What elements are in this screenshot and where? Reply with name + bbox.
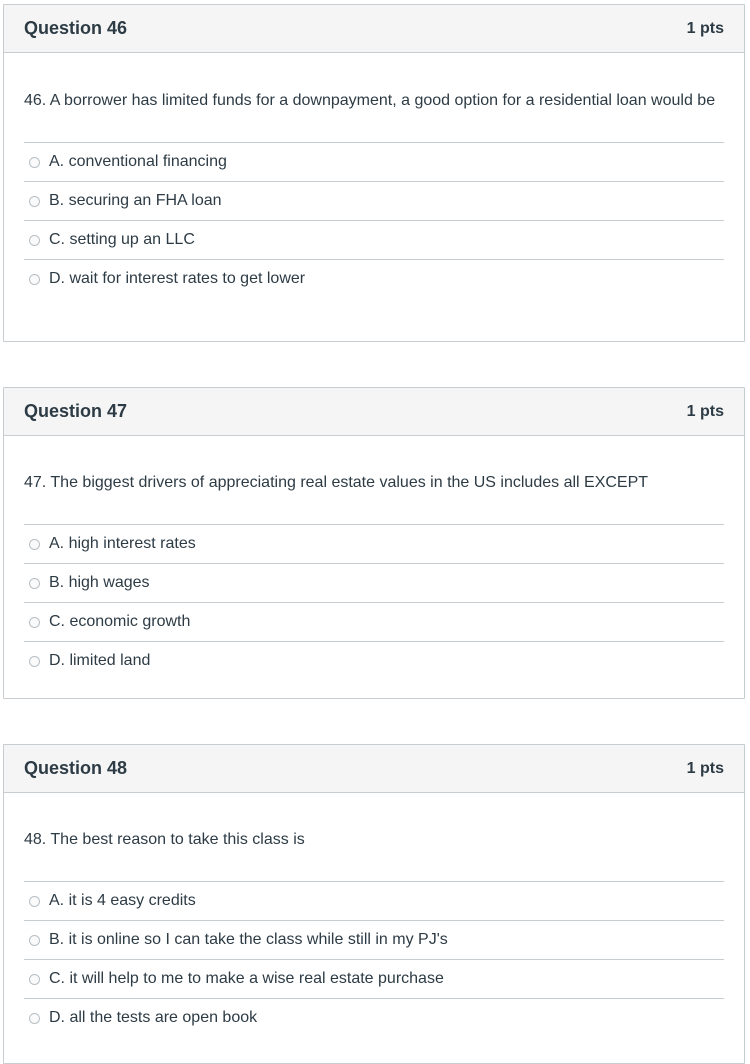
answer-label: A. it is 4 easy credits [49, 892, 196, 909]
radio-button[interactable] [29, 974, 40, 985]
question-points: 1 pts [686, 19, 724, 37]
question-text: 46. A borrower has limited funds for a downpayment, a good option for a residential loan would be [24, 92, 716, 109]
answer-label: D. limited land [49, 652, 151, 669]
question-header [4, 745, 744, 793]
answer-label: D. all the tests are open book [49, 1009, 258, 1026]
question-body [4, 53, 744, 298]
question-title: Question 47 [24, 401, 128, 421]
radio-button[interactable] [29, 896, 40, 907]
radio-button[interactable] [29, 656, 40, 667]
answer-option[interactable] [24, 564, 724, 603]
radio-button[interactable] [29, 196, 40, 207]
answer-label: A. conventional financing [49, 153, 227, 170]
answer-label: B. it is online so I can take the class while still in my PJ's [49, 931, 448, 948]
question-47 [3, 387, 745, 699]
question-title: Question 48 [24, 758, 128, 778]
radio-button[interactable] [29, 617, 40, 628]
answer-option[interactable] [24, 999, 724, 1037]
answer-option[interactable] [24, 921, 724, 960]
radio-button[interactable] [29, 578, 40, 589]
answer-list [24, 142, 724, 298]
radio-button[interactable] [29, 1013, 40, 1024]
radio-button[interactable] [29, 274, 40, 285]
answer-option[interactable] [24, 960, 724, 999]
answer-list [24, 524, 724, 680]
radio-button[interactable] [29, 935, 40, 946]
answer-option[interactable] [24, 182, 724, 221]
question-text: 47. The biggest drivers of appreciating real estate values in the US includes all EXCEPT [24, 474, 649, 491]
question-points: 1 pts [686, 402, 724, 420]
answer-label: C. it will help to me to make a wise real estate purchase [49, 970, 444, 987]
answer-label: A. high interest rates [49, 535, 196, 552]
radio-button[interactable] [29, 235, 40, 246]
answer-label: C. setting up an LLC [49, 231, 195, 248]
answer-option[interactable] [24, 603, 724, 642]
question-title: Question 46 [24, 18, 128, 38]
question-48 [3, 744, 745, 1064]
answer-label: B. high wages [49, 574, 150, 591]
radio-button[interactable] [29, 539, 40, 550]
question-body [4, 793, 744, 1037]
question-46 [3, 4, 745, 342]
question-points: 1 pts [686, 759, 724, 777]
radio-button[interactable] [29, 157, 40, 168]
answer-option[interactable] [24, 642, 724, 680]
answer-option[interactable] [24, 143, 724, 182]
question-header [4, 388, 744, 436]
answer-option[interactable] [24, 525, 724, 564]
question-body [4, 436, 744, 680]
answer-option[interactable] [24, 260, 724, 298]
question-text: 48. The best reason to take this class is [24, 831, 305, 848]
answer-option[interactable] [24, 221, 724, 260]
answer-option[interactable] [24, 882, 724, 921]
answer-label: C. economic growth [49, 613, 191, 630]
answer-label: B. securing an FHA loan [49, 192, 222, 209]
question-header [4, 5, 744, 53]
answer-label: D. wait for interest rates to get lower [49, 270, 306, 287]
answer-list [24, 881, 724, 1037]
